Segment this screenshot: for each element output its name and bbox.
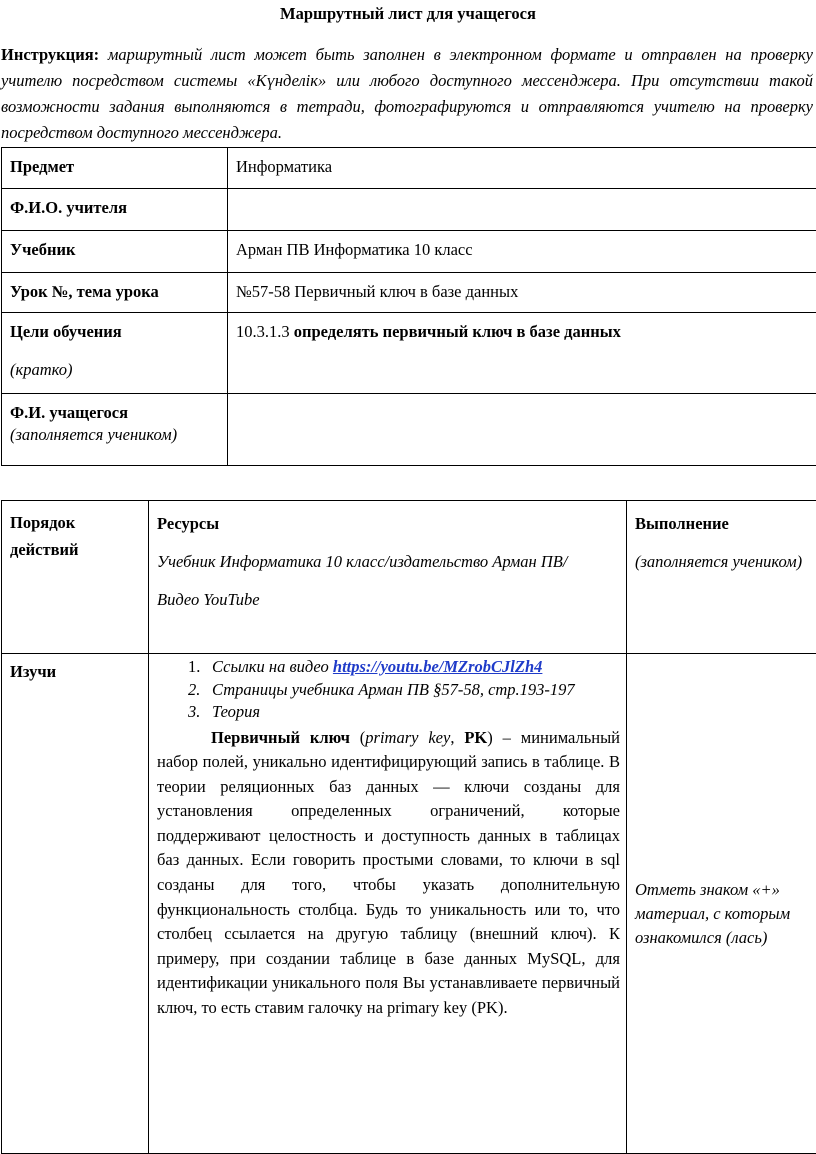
table-row xyxy=(2,189,816,231)
student-cell xyxy=(2,394,228,466)
table-row xyxy=(2,231,816,273)
subject-label: Предмет xyxy=(2,148,228,189)
header-exec xyxy=(627,501,816,654)
list-item-text: Страницы учебника Арман ПВ §57-58, стр.193-197 xyxy=(212,680,575,699)
table-row xyxy=(2,501,816,654)
textbook-label: Учебник xyxy=(2,231,228,273)
steps-table xyxy=(1,500,816,1154)
exec-cell[interactable] xyxy=(627,654,816,1154)
header-resources-video: Видео YouTube xyxy=(157,585,620,614)
header-exec-label: Выполнение xyxy=(635,509,810,538)
teacher-label: Ф.И.О. учителя xyxy=(2,189,228,231)
theory-text xyxy=(157,726,620,1021)
subject-value: Информатика xyxy=(228,148,816,189)
student-label: Ф.И. учащегося xyxy=(10,402,219,424)
table-row xyxy=(2,148,816,189)
student-sub: (заполняется учеником) xyxy=(10,424,219,446)
row-label: Изучи xyxy=(2,654,149,1154)
goals-value xyxy=(228,313,816,394)
info-table xyxy=(1,147,816,466)
theory-term: Первичный ключ xyxy=(211,728,350,747)
goals-cell xyxy=(2,313,228,394)
resource-list xyxy=(157,656,620,724)
list-item xyxy=(157,679,620,702)
page-title: Маршрутный лист для учащегося xyxy=(0,4,816,24)
table-row xyxy=(2,654,816,1154)
header-order xyxy=(2,501,149,654)
header-resources-textbook: Учебник Информатика 10 класс/издательство Арман ПВ/ xyxy=(157,547,620,576)
header-resources-label: Ресурсы xyxy=(157,509,620,538)
goals-label: Цели обучения xyxy=(10,321,219,343)
goals-code: 10.3.1.3 xyxy=(236,322,290,341)
theory-body: ) – минимальный набор полей, уникально идентифицирующий запись в таблице. В теории реляционных баз данных — ключи созданы для установления определенных ограничений, которые поддерживают целостность и доступность данных в таблицах баз данных. Если говорить простыми словами, то ключи в sql созданы для того, чтобы указать дополнительную функциональность столбца. Будь то уникальность или то, что столбец ссылается на другую таблицу (внешний ключ). К примеру, при создании таблице в базе данных MySQL, для идентификации уникального поля Вы устанавливаете первичный ключ, то есть ставим галочку на primary key (PK). xyxy=(157,728,620,1018)
goals-text: определять первичный ключ в базе данных xyxy=(294,322,621,341)
list-item-text: Ссылки на видео xyxy=(212,657,333,676)
table-row xyxy=(2,273,816,313)
theory-pk: PK xyxy=(464,728,487,747)
exec-note: Отметь знаком «+» материал, с которым ознакомился (лась) xyxy=(635,878,810,950)
instruction-label: Инструкция: xyxy=(1,45,99,64)
study-cell xyxy=(149,654,627,1154)
lesson-value: №57-58 Первичный ключ в базе данных xyxy=(228,273,816,313)
theory-en: primary key xyxy=(365,728,450,747)
teacher-value[interactable] xyxy=(228,189,816,231)
header-order-label: Порядок действий xyxy=(10,509,142,563)
video-link[interactable]: https://youtu.be/MZrobCJlZh4 xyxy=(333,657,543,676)
table-row xyxy=(2,313,816,394)
list-item-number: 3. xyxy=(188,701,200,724)
goals-sub: (кратко) xyxy=(10,359,219,381)
list-item-number: 1. xyxy=(188,656,200,679)
instruction-text: маршрутный лист может быть заполнен в электронном формате и отправлен на проверку учителю посредством системы «Күнделік» или любого доступного мессенджера. При отсутствии такой возможности задания выполняются в тетради, фотографируются и отправляются учителю на проверку посредством доступного мессенджера. xyxy=(1,45,813,142)
student-value[interactable] xyxy=(228,394,816,466)
instruction xyxy=(1,42,813,146)
list-item xyxy=(157,701,620,724)
theory-comma: , xyxy=(450,728,464,747)
theory-paren: ( xyxy=(350,728,365,747)
list-item-text: Теория xyxy=(212,702,260,721)
header-resources xyxy=(149,501,627,654)
table-row xyxy=(2,394,816,466)
header-exec-sub: (заполняется учеником) xyxy=(635,547,810,576)
textbook-value: Арман ПВ Информатика 10 класс xyxy=(228,231,816,273)
lesson-label: Урок №, тема урока xyxy=(2,273,228,313)
list-item-number: 2. xyxy=(188,679,200,702)
list-item xyxy=(157,656,620,679)
